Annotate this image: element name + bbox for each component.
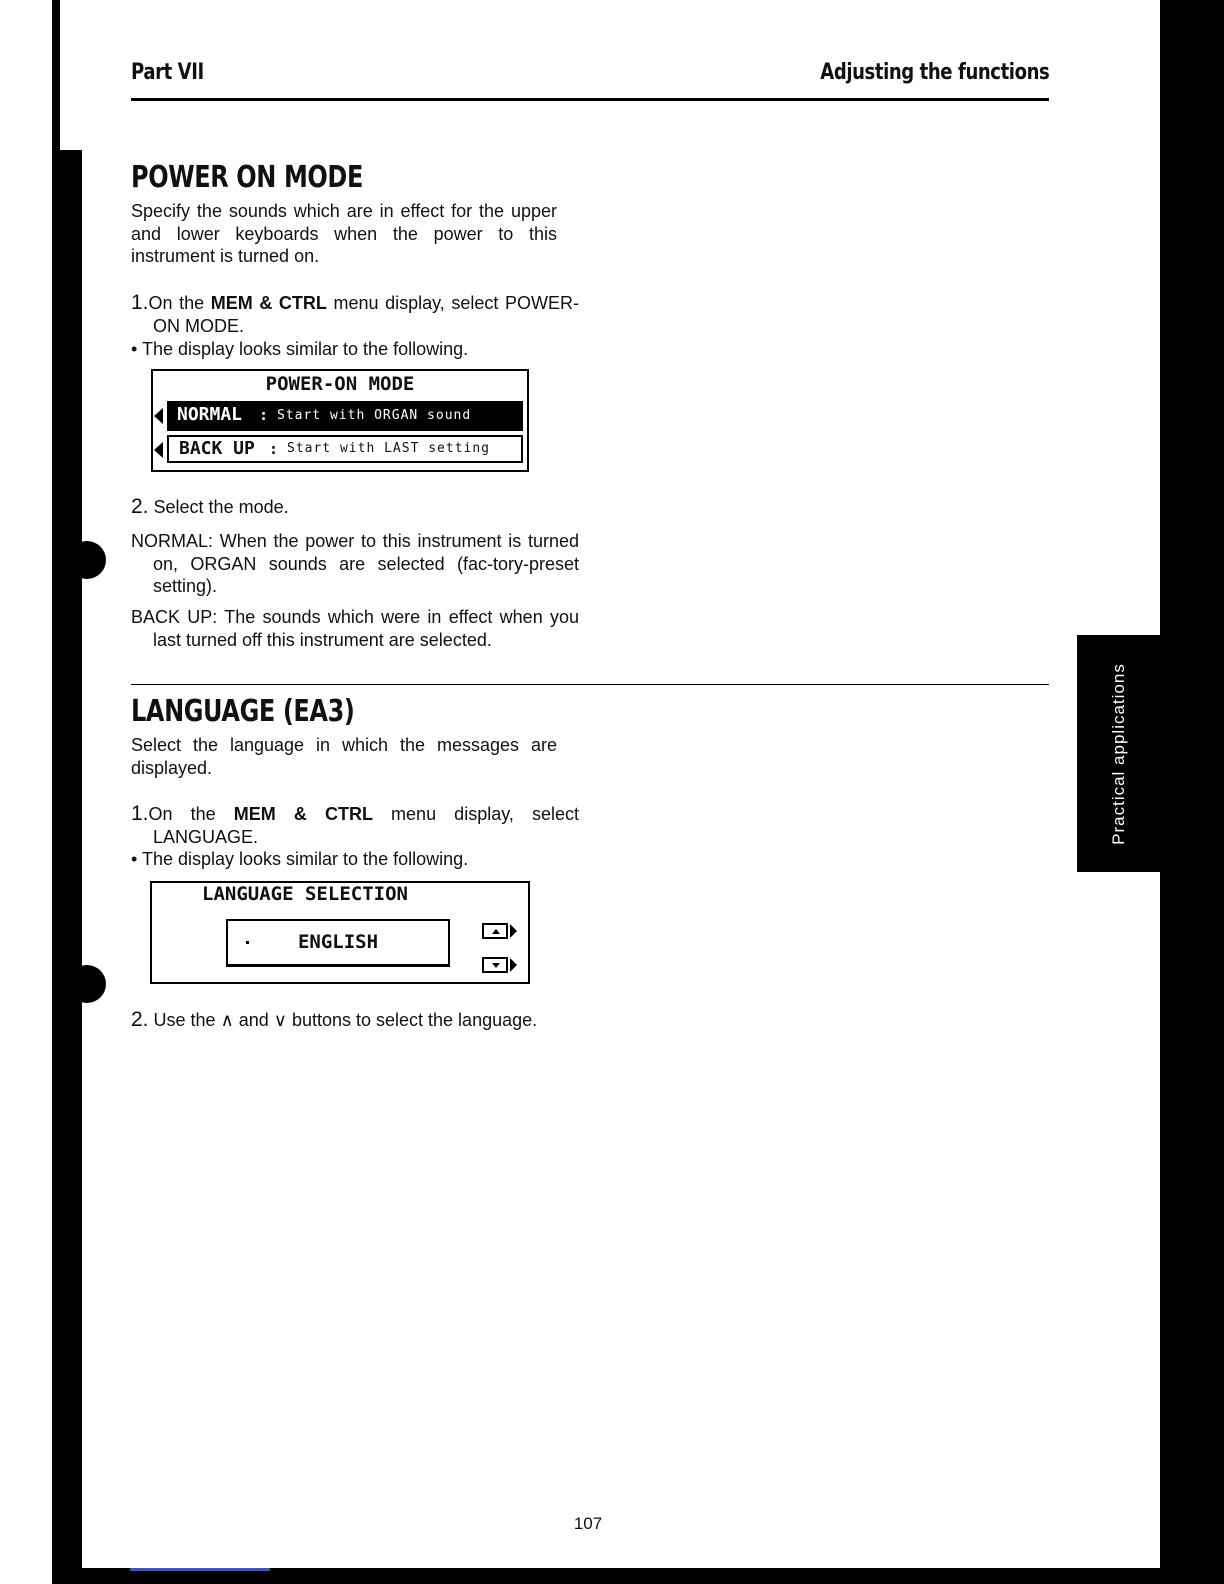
lcd-title: LANGUAGE SELECTION (202, 883, 408, 905)
lcd-option-backup: BACK UP : Start with LAST setting (167, 435, 523, 463)
lcd-power-on-mode (151, 369, 529, 472)
section-title-power-on: POWER ON MODE (131, 160, 363, 195)
section-divider (131, 684, 1049, 685)
scan-bottom-mark (130, 1568, 270, 1571)
right-arrow-icon (510, 924, 517, 938)
step-number: 1. (131, 291, 149, 314)
running-header (131, 58, 1049, 101)
right-arrow-icon (510, 958, 517, 972)
menu-name: MEM & CTRL (233, 804, 373, 824)
language-step1: 1.On the MEM & CTRL menu display, select LANGUAGE. (131, 802, 580, 847)
language-value: ENGLISH (297, 931, 379, 953)
side-tab-label: Practical applications (1108, 662, 1128, 845)
power-on-bullet: • The display looks similar to the following. (131, 339, 469, 359)
left-arrow-icon (154, 442, 163, 458)
side-tab (1077, 635, 1160, 872)
power-on-intro: Specify the sounds which are in effect for the upper and lower keyboards when the power to this instrument is turned on. (131, 201, 557, 266)
lcd-title: POWER-ON MODE (265, 373, 415, 395)
lcd-option-normal: NORMAL : Start with ORGAN sound (167, 401, 523, 431)
language-intro: Select the language in which the messages are displayed. (131, 735, 557, 778)
header-part: Part VII (131, 60, 204, 85)
normal-description: NORMAL: When the power to this instrument is turned on, ORGAN sounds are selected (fac-tory-preset setting). (131, 531, 579, 596)
power-on-step1: 1.On the MEM & CTRL menu display, select POWER-ON MODE. (131, 291, 579, 336)
power-on-step2: 2. Select the mode. (131, 495, 289, 518)
section-title-language: LANGUAGE (EA3) (131, 694, 355, 729)
down-button-icon (482, 957, 508, 973)
menu-name: MEM & CTRL (210, 293, 327, 313)
up-button-icon (482, 923, 508, 939)
backup-description: BACK UP: The sounds which were in effect when you last turned off this instrument are selected. (131, 607, 579, 650)
language-bullet: • The display looks similar to the following. (131, 849, 469, 869)
scan-left-border (0, 0, 52, 1584)
punch-hole-upper (68, 541, 106, 579)
language-value-box (226, 919, 450, 967)
header-chapter: Adjusting the functions (819, 60, 1049, 85)
lcd-language-selection (150, 881, 530, 984)
scan-right-border (1160, 0, 1224, 1584)
page-number: 107 (573, 1514, 603, 1533)
language-step2: 2. Use the ∧ and ∨ buttons to select the language. (131, 1008, 538, 1031)
left-arrow-icon (154, 408, 163, 424)
punch-hole-lower (68, 965, 106, 1003)
